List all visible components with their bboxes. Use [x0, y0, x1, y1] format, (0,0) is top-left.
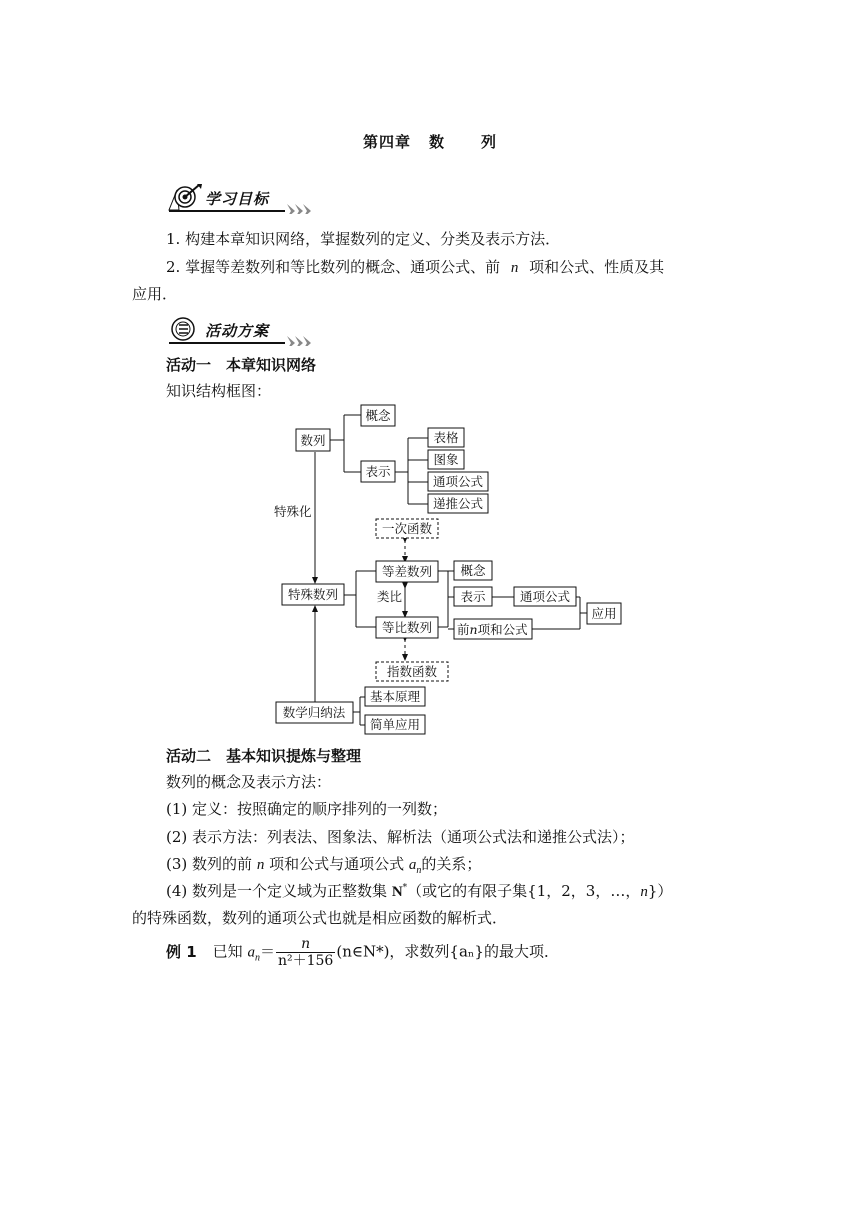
goal-1: 1. 构建本章知识网络，掌握数列的定义、分类及表示方法． — [166, 230, 561, 248]
activity-1-subtitle: 知识结构框图： — [166, 382, 272, 400]
example-sub: n — [254, 952, 260, 964]
node-shulie: 数列 — [300, 433, 326, 448]
goal-2-continued: 应用． — [132, 285, 178, 303]
node-gainian-2: 概念 — [460, 563, 486, 578]
node-jiandanyingyong: 简单应用 — [369, 717, 421, 732]
item-3-n: n — [256, 857, 265, 873]
chapter-name-1: 数 — [428, 133, 445, 151]
chapter-number: 第四章 — [362, 133, 411, 151]
chapter-name-2: 列 — [481, 133, 498, 151]
item-4-N: N — [391, 884, 403, 900]
example-pre: 已知 — [212, 942, 243, 961]
example-eq: ＝ — [259, 942, 275, 961]
item-4-post: （或它的有限子集{1，2，3，…， — [407, 882, 641, 900]
item-3-post: 的关系； — [421, 855, 482, 873]
node-gainian: 概念 — [365, 408, 391, 423]
item-3-pre: (3) 数列的前 — [166, 855, 253, 873]
example-1 — [166, 936, 559, 969]
node-tongxiang: 通项公式 — [432, 474, 484, 489]
node-teshushulie: 特殊数列 — [287, 587, 339, 602]
item-4-n: n — [640, 884, 648, 900]
item-1: (1) 定义：按照确定的顺序排列的一列数； — [166, 800, 448, 818]
node-biaoshi-2: 表示 — [460, 589, 486, 604]
item-3-mid: 项和公式与通项公式 — [269, 855, 405, 873]
item-4-end: }） — [647, 882, 673, 900]
example-fraction — [276, 936, 335, 969]
item-4-pre: (4) 数列是一个定义域为正整数集 — [166, 882, 388, 900]
node-dengcha: 等差数列 — [381, 564, 433, 579]
activity-1-title: 活动一 本章知识网络 — [166, 356, 317, 374]
item-2: (2) 表示方法：列表法、图象法、解析法（通项公式法和递推公式法）； — [166, 828, 635, 846]
item-3-sub: n — [416, 865, 422, 876]
node-zhishuhanshu: 指数函数 — [386, 664, 438, 679]
item-4 — [166, 880, 672, 901]
node-dengbi: 等比数列 — [381, 620, 433, 635]
activity-2-intro: 数列的概念及表示方法： — [166, 773, 332, 791]
label-teshuhua: 特殊化 — [274, 504, 312, 519]
goal-2-n: n — [510, 260, 519, 276]
node-ditui: 递推公式 — [432, 496, 484, 511]
node-tongxiang-2: 通项公式 — [519, 589, 571, 604]
node-yingyong: 应用 — [591, 606, 617, 621]
goal-2-text-end: 项和公式、性质及其 — [529, 258, 665, 276]
example-a: a — [247, 944, 255, 961]
node-jibenyuanli: 基本原理 — [369, 689, 421, 704]
item-3 — [166, 853, 481, 876]
node-biaoge: 表格 — [433, 430, 459, 445]
node-guina: 数学归纳法 — [282, 705, 346, 720]
banner-label: 学习目标 — [205, 190, 270, 208]
node-yicihanshu: 一次函数 — [381, 521, 433, 536]
item-3-a: a — [408, 857, 417, 873]
node-qiannxiang: 前n项和公式 — [457, 622, 528, 637]
activity-2-title: 活动二 基本知识提炼与整理 — [166, 747, 362, 765]
fraction-numerator: n — [276, 936, 335, 953]
node-biaoshi: 表示 — [365, 464, 391, 479]
example-label: 例 1 — [166, 942, 197, 961]
example-condition: (n∈N*)，求数列{aₙ}的最大项． — [336, 942, 559, 961]
item-4-sup: * — [402, 883, 408, 893]
item-4-line-2: 的特殊函数，数列的通项公式也就是相应函数的解析式． — [132, 909, 508, 927]
goal-2-text: 2. 掌握等差数列和等比数列的概念、通项公式、前 — [166, 258, 501, 276]
label-leibi: 类比 — [377, 589, 403, 604]
node-tuxiang: 图象 — [433, 452, 459, 467]
banner-label: 活动方案 — [205, 322, 270, 340]
fraction-denominator: n²＋156 — [277, 953, 334, 969]
